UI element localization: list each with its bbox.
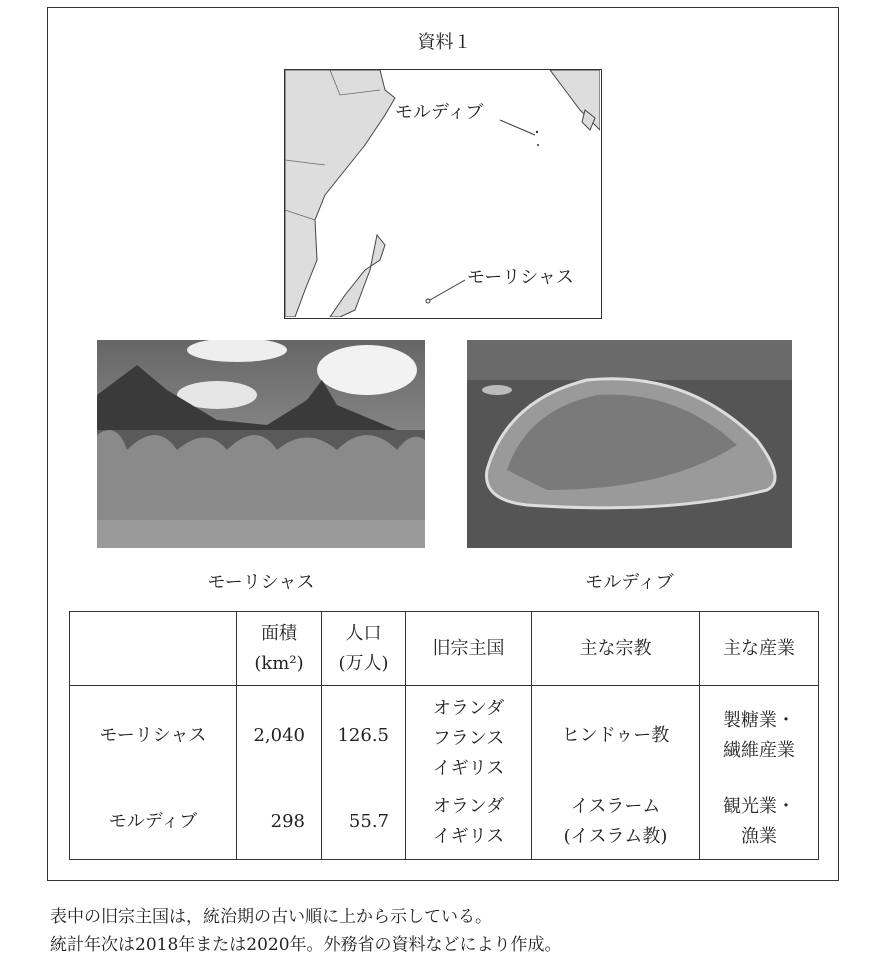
religion: イスラーム (イスラム教) <box>532 786 700 860</box>
former-rulers: オランダ フランス イギリス <box>406 686 532 786</box>
header-former-ruler: 旧宗主国 <box>406 612 532 686</box>
population-value: 126.5 <box>322 686 406 786</box>
material-title: 資料１ <box>417 32 472 53</box>
country-name: モルディブ <box>70 786 237 860</box>
mauritius-photo <box>97 340 425 548</box>
header-population: 人口 (万人) <box>322 612 406 686</box>
table-header-row <box>70 612 819 686</box>
area-value: 298 <box>237 786 322 860</box>
indian-ocean-map <box>284 69 602 319</box>
male-island-aerial-image <box>467 340 792 548</box>
header-religion: 主な宗教 <box>532 612 700 686</box>
maldives-photo <box>467 340 792 548</box>
industry: 製糖業・ 繊維産業 <box>700 686 819 786</box>
mauritius-caption: モーリシャス <box>207 572 315 593</box>
population-value: 55.7 <box>322 786 406 860</box>
map-label-maldives: モルディブ <box>395 102 484 123</box>
country-comparison-table <box>69 611 819 860</box>
header-blank <box>70 612 237 686</box>
religion: ヒンドゥー教 <box>532 686 700 786</box>
industry: 観光業・ 漁業 <box>700 786 819 860</box>
map-label-mauritius: モーリシャス <box>467 267 574 288</box>
former-rulers: オランダ イギリス <box>406 786 532 860</box>
header-area: 面積 (km²) <box>237 612 322 686</box>
header-industry: 主な産業 <box>700 612 819 686</box>
table-row <box>70 686 819 786</box>
note-former-rulers: 表中の旧宗主国は，統治期の古い順に上から示している。 <box>50 907 492 927</box>
sugarcane-field-image <box>97 340 425 548</box>
country-name: モーリシャス <box>70 686 237 786</box>
note-sources: 統計年次は2018年または2020年。外務省の資料などにより作成。 <box>50 935 562 955</box>
area-value: 2,040 <box>237 686 322 786</box>
maldives-caption: モルディブ <box>585 572 674 593</box>
table-row <box>70 786 819 860</box>
